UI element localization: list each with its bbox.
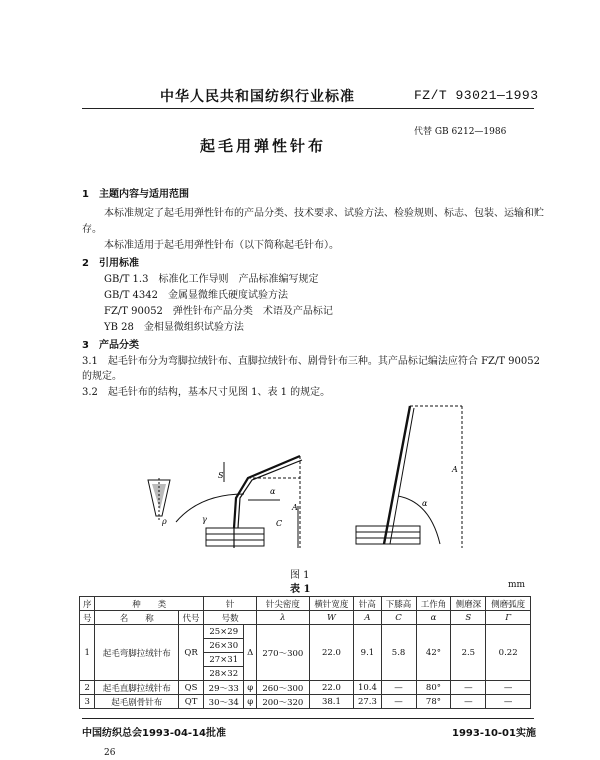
row-width: 22.0 bbox=[309, 681, 354, 695]
row-depth: — bbox=[451, 695, 486, 709]
table-row bbox=[80, 695, 531, 709]
page-number: 26 bbox=[104, 748, 116, 758]
header-type: 种 类 bbox=[95, 597, 204, 611]
row-gauge: 28×32 bbox=[204, 667, 244, 681]
header-arc: 侧磨弧度 bbox=[486, 597, 531, 611]
header2-name: 名 称 bbox=[95, 611, 179, 625]
header2-width: W bbox=[309, 611, 354, 625]
row-arc: 0.22 bbox=[486, 625, 531, 681]
a-label-right: A bbox=[452, 465, 458, 474]
reference-item: FZ/T 90052 弹性针布产品分类 术语及产品标记 bbox=[104, 306, 333, 317]
row-symbol: φ bbox=[244, 695, 257, 709]
row-seq: 3 bbox=[80, 695, 95, 709]
replaces-note: 代替 GB 6212—1986 bbox=[414, 127, 507, 137]
header-knee: 下膝高 bbox=[381, 597, 416, 611]
row-density: 270～300 bbox=[257, 625, 310, 681]
section-2-heading: 2 引用标准 bbox=[82, 258, 139, 269]
header-rule bbox=[82, 108, 534, 109]
footer-rule bbox=[82, 718, 534, 719]
row-arc: — bbox=[486, 695, 531, 709]
header2-arc: Γ bbox=[486, 611, 531, 625]
c-label: C bbox=[276, 519, 283, 528]
figure-caption: 图 1 bbox=[290, 570, 310, 581]
row-height: 10.4 bbox=[354, 681, 381, 695]
header2-code: 代号 bbox=[178, 611, 203, 625]
table-row bbox=[80, 625, 531, 639]
header-width: 横针宽度 bbox=[309, 597, 354, 611]
header2-angle: α bbox=[416, 611, 451, 625]
row-gauge: 25×29 bbox=[204, 625, 244, 639]
section-3-1-line-2: 的规定。 bbox=[82, 371, 122, 382]
header-angle: 工作角 bbox=[416, 597, 451, 611]
section-3-2: 3.2 起毛针布的结构，基本尺寸见图 1、表 1 的规定。 bbox=[82, 387, 331, 398]
rho-label: ρ bbox=[162, 517, 167, 526]
row-angle: 42° bbox=[416, 625, 451, 681]
row-code: QS bbox=[178, 681, 203, 695]
row-arc: — bbox=[486, 681, 531, 695]
row-density: 200～320 bbox=[257, 695, 310, 709]
reference-item: GB/T 4342 金属显微维氏硬度试验方法 bbox=[104, 290, 289, 301]
alpha-label-left: α bbox=[270, 487, 276, 496]
header2-density: λ bbox=[257, 611, 310, 625]
row-name: 起毛直脚拉绒针布 bbox=[95, 681, 179, 695]
row-name: 起毛剧骨针布 bbox=[95, 695, 179, 709]
table-title: 表 1 bbox=[290, 584, 311, 595]
row-knee: — bbox=[381, 681, 416, 695]
section-3-1-line-1: 3.1 起毛针布分为弯脚拉绒针布、直脚拉绒针布、剧骨针布三种。其产品标记编法应符合 FZ/T 90052 bbox=[82, 356, 540, 367]
header2-height: A bbox=[354, 611, 381, 625]
section-3-heading: 3 产品分类 bbox=[82, 340, 139, 351]
figure-1-diagram bbox=[140, 398, 500, 566]
header2-seq: 号 bbox=[80, 611, 95, 625]
header2-depth: S bbox=[451, 611, 486, 625]
header2-gauge: 号数 bbox=[204, 611, 257, 625]
row-knee: 5.8 bbox=[381, 625, 416, 681]
section-1-paragraph-line-1: 本标准规定了起毛用弹性针布的产品分类、技术要求、试验方法、检验规则、标志、包装、运输和贮 bbox=[104, 208, 544, 219]
row-symbol: φ bbox=[244, 681, 257, 695]
row-seq: 1 bbox=[80, 625, 95, 681]
row-code: QT bbox=[178, 695, 203, 709]
reference-item: GB/T 1.3 标准化工作导则 产品标准编写规定 bbox=[104, 274, 319, 285]
row-width: 22.0 bbox=[309, 625, 354, 681]
header-seq: 序 bbox=[80, 597, 95, 611]
row-depth: 2.5 bbox=[451, 625, 486, 681]
row-gauge: 27×31 bbox=[204, 653, 244, 667]
row-depth: — bbox=[451, 681, 486, 695]
header-density: 针尖密度 bbox=[257, 597, 310, 611]
row-height: 27.3 bbox=[354, 695, 381, 709]
section-1-paragraph-2: 本标准适用于起毛用弹性针布（以下简称起毛针布）。 bbox=[104, 240, 339, 251]
spec-table bbox=[79, 596, 531, 709]
row-name: 起毛弯脚拉绒针布 bbox=[95, 625, 179, 681]
table-row bbox=[80, 681, 531, 695]
row-knee: — bbox=[381, 695, 416, 709]
row-angle: 80° bbox=[416, 681, 451, 695]
row-angle: 78° bbox=[416, 695, 451, 709]
row-height: 9.1 bbox=[354, 625, 381, 681]
row-seq: 2 bbox=[80, 681, 95, 695]
wire-cross-section bbox=[148, 478, 170, 522]
gamma-label: γ bbox=[202, 515, 207, 524]
row-symbol: Δ bbox=[244, 625, 257, 681]
row-width: 38.1 bbox=[309, 695, 354, 709]
section-1-heading: 1 主题内容与适用范围 bbox=[82, 189, 189, 200]
row-density: 260～300 bbox=[257, 681, 310, 695]
bent-needle bbox=[176, 456, 302, 548]
row-gauge: 26×30 bbox=[204, 639, 244, 653]
header-needle: 针 bbox=[204, 597, 257, 611]
issuer-title: 中华人民共和国纺织行业标准 bbox=[160, 89, 355, 105]
table-unit: mm bbox=[508, 580, 526, 590]
table-header-row-1 bbox=[80, 597, 531, 611]
alpha-label-right: α bbox=[422, 499, 428, 508]
header-depth: 侧磨深 bbox=[451, 597, 486, 611]
header2-knee: C bbox=[381, 611, 416, 625]
s-label: S bbox=[218, 471, 224, 480]
header-height: 针高 bbox=[354, 597, 381, 611]
document-title: 起毛用弹性针布 bbox=[200, 137, 327, 155]
approval-note: 中国纺织总会1993-04-14批准 bbox=[82, 728, 226, 739]
section-1-paragraph-line-2: 存。 bbox=[82, 224, 102, 235]
row-gauge: 29～33 bbox=[204, 681, 244, 695]
a-label-left: A bbox=[292, 503, 298, 512]
straight-needle bbox=[356, 406, 462, 548]
table-header-row-2 bbox=[80, 611, 531, 625]
effective-date: 1993-10-01实施 bbox=[452, 728, 536, 739]
reference-item: YB 28 金相显微组织试验方法 bbox=[104, 322, 244, 333]
standard-number: FZ/T 93021—1993 bbox=[414, 88, 539, 103]
row-gauge: 30～34 bbox=[204, 695, 244, 709]
row-code: QR bbox=[178, 625, 203, 681]
